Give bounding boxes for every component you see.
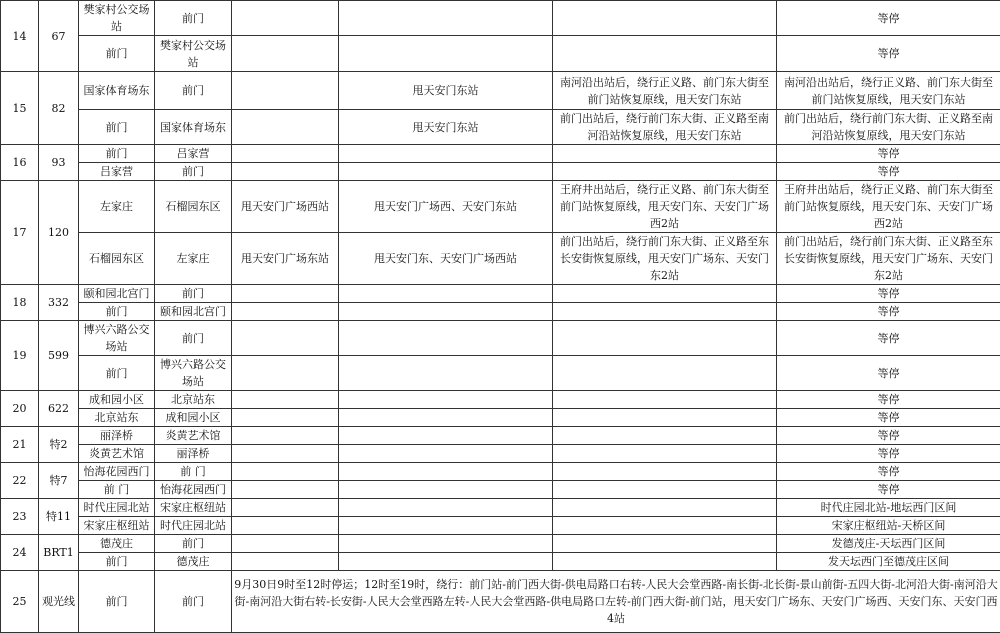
adjustment-cell [232,445,339,463]
adjustment-cell: 时代庄园北站-地坛西门区间 [777,499,1000,517]
adjustment-cell [553,481,777,499]
adjustment-cell [232,535,339,553]
origin-station-cell: 宋家庄枢纽站 [79,517,155,535]
adjustment-cell [339,303,553,321]
adjustment-cell: 等停 [777,463,1000,481]
row-number-cell: 15 [1,72,39,145]
adjustment-cell [232,463,339,481]
origin-station-cell: 前门 [79,356,155,391]
bus-line-cell: 特7 [39,463,79,499]
adjustment-cell: 等停 [777,145,1000,163]
table-row [1,163,1000,181]
adjustment-cell: 甩天安门东站 [339,110,553,145]
adjustment-cell: 发德茂庄-天坛西门区间 [777,535,1000,553]
table-row [1,356,1000,391]
bus-line-cell: 特2 [39,427,79,463]
bus-line-cell: 622 [39,391,79,427]
origin-station-cell: 国家体育场东 [79,72,155,110]
adjustment-cell: 等停 [777,36,1000,72]
adjustment-cell [339,517,553,535]
adjustment-cell [232,321,339,356]
adjustment-cell [553,391,777,409]
adjustment-cell: 王府井出站后，绕行正义路、前门东大街至前门站恢复原线，甩天安门东、天安门广场西2站 [553,181,777,233]
table-row [1,285,1000,303]
adjustment-cell [232,303,339,321]
table-row [1,145,1000,163]
table-row [1,517,1000,535]
adjustment-cell [553,409,777,427]
origin-station-cell: 前门 [79,553,155,571]
terminal-station-cell: 前门 [155,571,232,633]
bus-line-cell: 特11 [39,499,79,535]
adjustment-cell: 等停 [777,356,1000,391]
table-row [1,535,1000,553]
adjustment-cell [232,427,339,445]
adjustment-cell: 等停 [777,391,1000,409]
adjustment-cell [553,499,777,517]
terminal-station-cell: 前 门 [155,463,232,481]
terminal-station-cell: 石榴园东区 [155,181,232,233]
terminal-station-cell: 博兴六路公交场站 [155,356,232,391]
table-row [1,553,1000,571]
adjustment-cell: 等停 [777,427,1000,445]
table-row [1,181,1000,233]
adjustment-cell [232,517,339,535]
adjustment-cell: 前门出站后，绕行前门东大街、正义路至南河沿站恢复原线，甩天安门东站 [777,110,1000,145]
terminal-station-cell: 丽泽桥 [155,445,232,463]
origin-station-cell: 左家庄 [79,181,155,233]
origin-station-cell: 石榴园东区 [79,233,155,285]
adjustment-cell [232,36,339,72]
terminal-station-cell: 前门 [155,285,232,303]
table-row [1,463,1000,481]
bus-line-cell: 120 [39,181,79,285]
adjustment-cell: 等停 [777,1,1000,36]
terminal-station-cell: 成和园小区 [155,409,232,427]
table-row [1,110,1000,145]
terminal-station-cell: 前门 [155,535,232,553]
table-row [1,481,1000,499]
adjustment-cell [339,145,553,163]
adjustment-cell [232,72,339,110]
bus-line-cell: 332 [39,285,79,321]
adjustment-cell: 宋家庄枢纽站-天桥区间 [777,517,1000,535]
terminal-station-cell: 炎黄艺术馆 [155,427,232,445]
adjustment-cell [232,356,339,391]
adjustment-cell [553,463,777,481]
origin-station-cell: 时代庄园北站 [79,499,155,517]
adjustment-cell: 南河沿出站后，绕行正义路、前门东大街至前门站恢复原线，甩天安门东站 [777,72,1000,110]
adjustment-cell [339,356,553,391]
table-row [1,427,1000,445]
adjustment-cell [339,481,553,499]
adjustment-cell [232,553,339,571]
adjustment-cell [339,391,553,409]
adjustment-cell: 等停 [777,321,1000,356]
adjustment-cell: 甩天安门东站 [339,72,553,110]
origin-station-cell: 前门 [79,36,155,72]
terminal-station-cell: 前门 [155,72,232,110]
terminal-station-cell: 樊家村公交场站 [155,36,232,72]
table-row [1,445,1000,463]
terminal-station-cell: 北京站东 [155,391,232,409]
adjustment-cell [232,285,339,303]
adjustment-cell [339,427,553,445]
bus-line-cell: 599 [39,321,79,391]
adjustment-cell: 等停 [777,409,1000,427]
origin-station-cell: 丽泽桥 [79,427,155,445]
origin-station-cell: 前门 [79,303,155,321]
adjustment-cell: 等停 [777,163,1000,181]
row-number-cell: 14 [1,1,39,72]
adjustment-cell [339,321,553,356]
adjustment-cell [339,499,553,517]
adjustment-cell [339,409,553,427]
origin-station-cell: 北京站东 [79,409,155,427]
adjustment-cell [553,427,777,445]
adjustment-cell [339,553,553,571]
table-row [1,72,1000,110]
adjustment-cell [339,163,553,181]
terminal-station-cell: 前门 [155,163,232,181]
adjustment-cell [553,517,777,535]
adjustment-cell [232,145,339,163]
adjustment-cell: 前门出站后，绕行前门东大街、正义路至东长安街恢复原线，甩天安门广场东、天安门东2站 [553,233,777,285]
adjustment-cell [339,535,553,553]
adjustment-cell [232,409,339,427]
adjustment-cell: 等停 [777,285,1000,303]
adjustment-cell: 甩天安门东、天安门广场西站 [339,233,553,285]
adjustment-cell [553,36,777,72]
bus-line-cell: 93 [39,145,79,181]
adjustment-cell: 甩天安门广场东站 [232,233,339,285]
adjustment-cell [339,463,553,481]
table-row [1,499,1000,517]
terminal-station-cell: 颐和园北宫门 [155,303,232,321]
origin-station-cell: 博兴六路公交场站 [79,321,155,356]
adjustment-cell [553,445,777,463]
terminal-station-cell: 吕家营 [155,145,232,163]
adjustment-cell [232,110,339,145]
row-number-cell: 24 [1,535,39,571]
adjustment-cell [553,303,777,321]
origin-station-cell: 颐和园北宫门 [79,285,155,303]
origin-station-cell: 前门 [79,571,155,633]
origin-station-cell: 前 门 [79,481,155,499]
adjustment-cell [553,145,777,163]
table-row [1,321,1000,356]
adjustment-cell [339,445,553,463]
row-number-cell: 25 [1,571,39,633]
origin-station-cell: 樊家村公交场站 [79,1,155,36]
row-number-cell: 23 [1,499,39,535]
origin-station-cell: 怡海花园西门 [79,463,155,481]
row-number-cell: 19 [1,321,39,391]
bus-line-cell: 82 [39,72,79,145]
adjustment-cell: 发天坛西门至德茂庄区间 [777,553,1000,571]
adjustment-cell [553,163,777,181]
table-row [1,1,1000,36]
adjustment-cell [232,163,339,181]
terminal-station-cell: 国家体育场东 [155,110,232,145]
origin-station-cell: 吕家营 [79,163,155,181]
adjustment-cell [339,1,553,36]
adjustment-cell [553,356,777,391]
origin-station-cell: 前门 [79,145,155,163]
table-row [1,36,1000,72]
row-number-cell: 20 [1,391,39,427]
detour-note-cell: 9月30日9时至12时停运；12时至19时，绕行：前门站-前门西大街-供电局路口右转-人民大会堂西路-南长街-北长街-景山前街-五四大街-北河沿大街-南河沿大街-南河沿大街右转-长安街-人民大会堂西路左转-人民大会堂西路-供电局路口左转-前门西大街-前门站，甩天安门广场东、天安门广场西、天安门东、天安门西4站 [232,571,1000,633]
terminal-station-cell: 前门 [155,321,232,356]
terminal-station-cell: 左家庄 [155,233,232,285]
terminal-station-cell: 时代庄园北站 [155,517,232,535]
origin-station-cell: 德茂庄 [79,535,155,553]
table-row [1,571,1000,633]
row-number-cell: 22 [1,463,39,499]
adjustment-cell [339,285,553,303]
terminal-station-cell: 怡海花园西门 [155,481,232,499]
adjustment-cell [339,36,553,72]
row-number-cell: 17 [1,181,39,285]
table-row [1,391,1000,409]
row-number-cell: 16 [1,145,39,181]
adjustment-cell: 等停 [777,445,1000,463]
terminal-station-cell: 德茂庄 [155,553,232,571]
origin-station-cell: 前门 [79,110,155,145]
adjustment-cell: 甩天安门广场西站 [232,181,339,233]
adjustment-cell [232,391,339,409]
terminal-station-cell: 宋家庄枢纽站 [155,499,232,517]
row-number-cell: 18 [1,285,39,321]
bus-line-cell: BRT1 [39,535,79,571]
adjustment-cell [232,499,339,517]
adjustment-cell: 甩天安门广场西、天安门东站 [339,181,553,233]
table-row [1,409,1000,427]
adjustment-cell: 前门出站后，绕行前门东大街、正义路至南河沿站恢复原线，甩天安门东站 [553,110,777,145]
adjustment-cell [553,1,777,36]
row-number-cell: 21 [1,427,39,463]
bus-line-cell: 67 [39,1,79,72]
terminal-station-cell: 前门 [155,1,232,36]
adjustment-cell: 南河沿出站后，绕行正义路、前门东大街至前门站恢复原线，甩天安门东站 [553,72,777,110]
bus-line-cell: 观光线 [39,571,79,633]
adjustment-cell [553,321,777,356]
adjustment-cell [553,285,777,303]
adjustment-cell [232,481,339,499]
origin-station-cell: 炎黄艺术馆 [79,445,155,463]
adjustment-cell: 等停 [777,303,1000,321]
table-row [1,303,1000,321]
origin-station-cell: 成和园小区 [79,391,155,409]
adjustment-cell: 等停 [777,481,1000,499]
adjustment-cell [553,553,777,571]
adjustment-cell [553,535,777,553]
table-row [1,233,1000,285]
adjustment-cell: 王府井出站后，绕行正义路、前门东大街至前门站恢复原线，甩天安门东、天安门广场西2站 [777,181,1000,233]
adjustment-cell [232,1,339,36]
adjustment-cell: 前门出站后，绕行前门东大街、正义路至东长安街恢复原线，甩天安门广场东、天安门东2站 [777,233,1000,285]
